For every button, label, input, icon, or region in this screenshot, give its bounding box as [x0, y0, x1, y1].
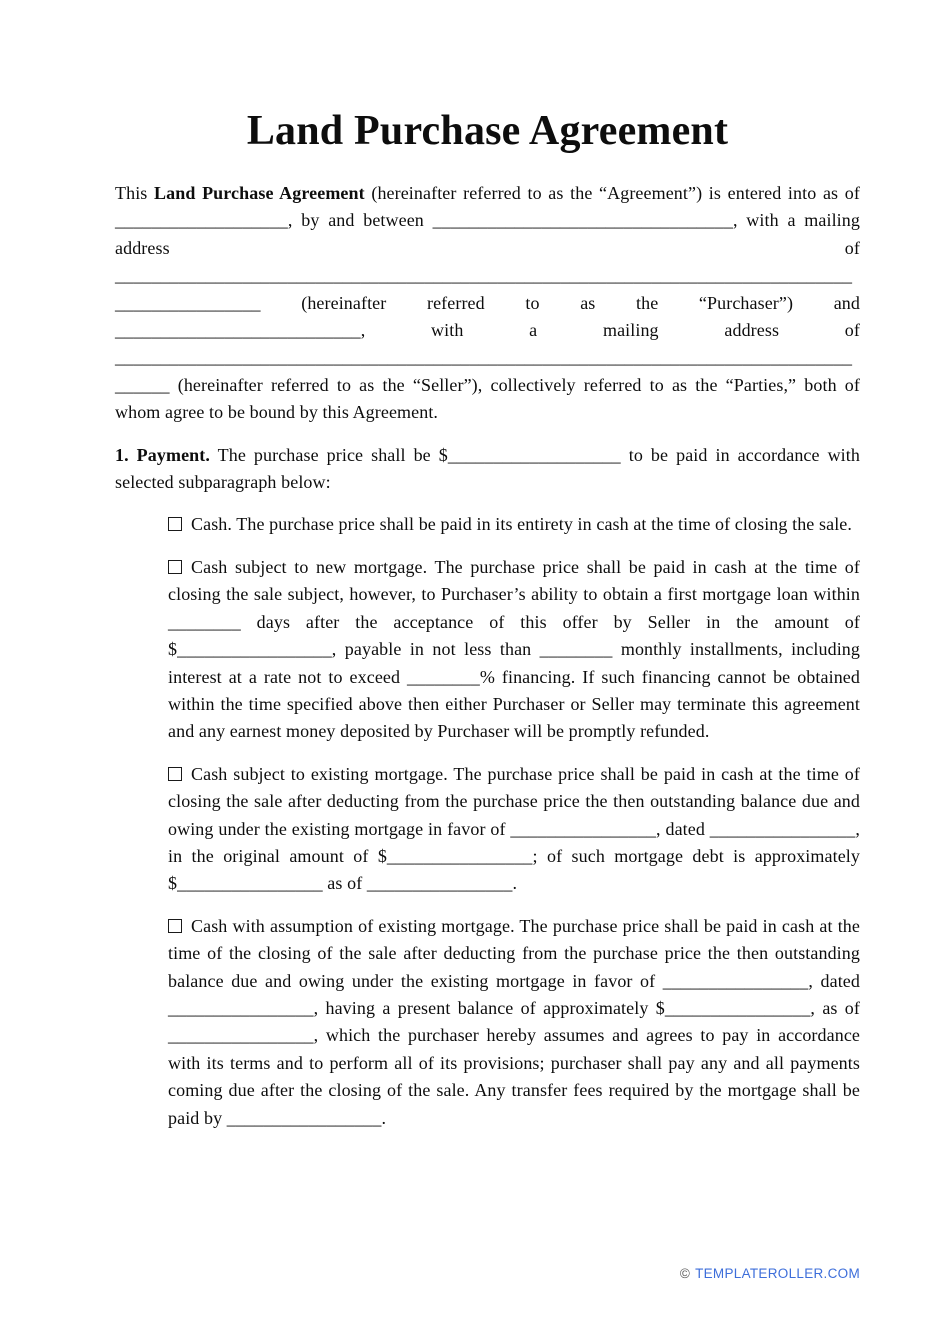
option-cash-assumption-mortgage-text: Cash with assumption of existing mortgage. The purchase price shall be paid in cash at the time of the closing of the sale after deducting from the purchase price the then outstanding balance due and owing under the existing mortgage in favor of ________________, dated ________________, having a present balance of approximately $________________, as of ________________, which the purchaser hereby assumes and agrees to pay in accordance with its terms and to perform all of its provisions; purchaser shall pay any and all payments coming due after the closing of the sale. Any transfer fees required by the mortgage shall be paid by _________________.	[168, 915, 860, 1128]
checkbox-icon[interactable]	[168, 517, 182, 531]
option-cash-new-mortgage	[168, 554, 860, 746]
copyright-icon: ©	[679, 1266, 691, 1281]
intro-text-pre: This	[115, 183, 155, 203]
checkbox-icon[interactable]	[168, 560, 182, 574]
payment-clause	[115, 442, 860, 497]
intro-text-rest: (hereinafter referred to as the “Agreement”) is entered into as of ___________________, by and between _________________________________, with a mailing address of _________________________________________________________________________________________________ (hereinafter referred to as the “Purchaser”) and ___________________________, with a mailing address of _______________________________________________________________________________________ (hereinafter referred to as the “Seller”), collectively referred to as the “Parties,” both of whom agree to be bound by this Agreement.	[115, 183, 860, 423]
footer-link[interactable]: TEMPLATEROLLER.COM	[695, 1266, 860, 1281]
option-cash-text: Cash. The purchase price shall be paid in its entirety in cash at the time of closing the sale.	[191, 514, 852, 535]
payment-clause-text: The purchase price shall be $___________________ to be paid in accordance with selected subparagraph below:	[115, 444, 860, 493]
footer	[680, 1266, 860, 1281]
option-cash	[168, 511, 860, 538]
option-cash-assumption-mortgage	[168, 913, 860, 1132]
page-title: Land Purchase Agreement	[246, 108, 729, 154]
option-cash-existing-mortgage	[168, 761, 860, 898]
intro-bold-term: Land Purchase Agreement	[154, 183, 365, 203]
checkbox-icon[interactable]	[168, 919, 182, 933]
intro-paragraph	[115, 180, 860, 427]
checkbox-icon[interactable]	[168, 767, 182, 781]
option-cash-new-mortgage-text: Cash subject to new mortgage. The purchase price shall be paid in cash at the time of closing the sale subject, however, to Purchaser’s ability to obtain a first mortgage loan within ________ days after the acceptance of this offer by Seller in the amount of $_________________, payable in not less than ________ monthly installments, including interest at a rate not to exceed ________% financing. If such financing cannot be obtained within the time specified above then either Purchaser or Seller may terminate this agreement and any earnest money deposited by Purchaser will be promptly refunded.	[168, 556, 860, 742]
option-cash-existing-mortgage-text: Cash subject to existing mortgage. The purchase price shall be paid in cash at the time of closing the sale after deducting from the purchase price the then outstanding balance due and owing under the existing mortgage in favor of ________________, dated ________________, in the original amount of $________________; of such mortgage debt is approximately $________________ as of ________________.	[168, 763, 860, 894]
payment-clause-heading: 1. Payment.	[115, 444, 210, 465]
